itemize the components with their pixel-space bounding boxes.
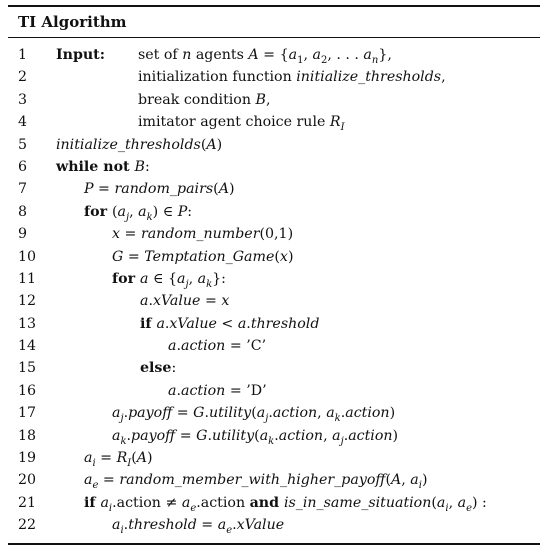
code-token: a	[156, 315, 165, 332]
algorithm-box	[8, 5, 540, 545]
code-token: )	[421, 472, 428, 489]
algorithm-line	[8, 514, 540, 536]
code-token: a	[410, 472, 419, 489]
subscript: e	[190, 502, 197, 514]
code-token: random_member_with_higher_payoff	[119, 472, 386, 489]
subscript: I	[340, 122, 345, 133]
code-token: .	[123, 517, 129, 534]
algorithm-line	[8, 156, 540, 178]
line-content	[140, 357, 176, 379]
code-token: a	[326, 405, 335, 422]
code-token: .	[126, 427, 132, 444]
algorithm-line	[8, 268, 540, 290]
code-token: .	[164, 315, 170, 332]
line-content	[140, 290, 229, 312]
algorithm-line	[8, 447, 540, 469]
code-token: set of	[138, 47, 183, 63]
code-token: ,	[448, 494, 458, 511]
code-token: .	[268, 405, 273, 422]
code-token: random_number	[140, 226, 260, 243]
code-token: ,	[323, 427, 333, 444]
code-token: (	[111, 203, 118, 220]
subscript: 1	[297, 54, 304, 66]
code-token: ,	[317, 405, 327, 422]
code-token: a	[312, 47, 321, 63]
algorithm-line	[8, 357, 540, 379]
code-token: B	[255, 91, 266, 108]
code-token: (	[431, 494, 437, 511]
code-token: a	[256, 405, 266, 422]
line-number: 10	[18, 248, 37, 265]
line-number: 15	[18, 360, 37, 377]
line-content	[84, 201, 192, 223]
code-token: =	[95, 450, 117, 467]
code-token: a	[197, 270, 207, 287]
algorithm-line	[8, 335, 540, 357]
subscript: j	[120, 413, 124, 425]
subscript: j	[126, 211, 130, 223]
code-token: .	[176, 382, 181, 399]
code-token: P	[84, 181, 94, 198]
line-content	[138, 89, 270, 111]
algorithm-line	[8, 66, 540, 88]
input-label: Input:	[56, 47, 105, 63]
line-number: 8	[18, 203, 28, 220]
bottom-rule	[8, 543, 540, 545]
code-token: .	[204, 405, 210, 422]
code-token: x	[112, 226, 121, 243]
code-token: = ’C’	[225, 338, 267, 355]
line-content	[56, 156, 150, 178]
code-token: a	[332, 427, 341, 444]
subscript: I	[127, 457, 132, 469]
code-token: x	[221, 293, 230, 310]
algorithm-line	[8, 425, 540, 447]
code-token: =	[175, 427, 197, 444]
code-token: ,	[265, 91, 271, 108]
code-token: (	[254, 427, 260, 444]
code-token: (	[131, 450, 137, 467]
code-token: a	[84, 450, 93, 467]
line-number: 20	[18, 472, 37, 489]
algorithm-line	[8, 290, 540, 312]
code-token: =	[120, 226, 141, 243]
code-token: R	[116, 450, 128, 467]
code-token: xValue	[236, 517, 285, 534]
subscript: i	[445, 502, 449, 514]
line-number: 11	[18, 270, 37, 287]
subscript: n	[371, 54, 379, 66]
code-token: .	[148, 293, 153, 310]
code-token: = {	[258, 47, 289, 63]
subscript: i	[418, 480, 422, 492]
line-content	[112, 425, 398, 447]
line-number: 16	[18, 382, 37, 399]
subscript: e	[466, 502, 473, 514]
code-token: G	[193, 405, 205, 422]
code-token: =	[123, 248, 145, 265]
subscript: j	[185, 278, 189, 290]
code-token: threshold	[128, 517, 197, 534]
line-content	[84, 447, 153, 469]
subscript: e	[226, 525, 233, 537]
keyword: while not	[56, 158, 135, 175]
line-number: 14	[18, 338, 37, 355]
code-token: a	[112, 405, 121, 422]
code-token: action	[180, 382, 226, 399]
code-token: =	[98, 472, 120, 489]
algorithm-line	[8, 246, 540, 268]
line-number: 7	[18, 181, 28, 198]
algorithm-line	[8, 178, 540, 200]
algorithm-line	[8, 492, 540, 514]
code-token: B	[134, 158, 145, 175]
line-number: 3	[18, 91, 28, 108]
line-content	[168, 335, 266, 357]
code-token: Temptation_Game	[144, 248, 275, 265]
line-number: 17	[18, 405, 37, 422]
code-token: , . . .	[327, 47, 364, 63]
line-content	[84, 178, 235, 200]
code-token: A	[218, 181, 229, 198]
algorithm-line	[8, 402, 540, 424]
code-token: x	[279, 248, 288, 265]
code-token: ∈ {	[148, 270, 178, 287]
code-token: xValue	[152, 293, 201, 310]
code-token: ,	[129, 203, 139, 220]
subscript: k	[206, 278, 213, 290]
subscript: k	[120, 435, 127, 447]
subscript: i	[120, 525, 124, 537]
code-token: is_in_same_situation	[283, 494, 432, 511]
code-token: a	[140, 293, 149, 310]
subscript: j	[340, 435, 344, 447]
code-token: .	[274, 427, 279, 444]
code-token: (	[213, 181, 219, 198]
subscript: 2	[320, 54, 328, 66]
code-token: a	[138, 203, 147, 220]
code-token: a	[259, 427, 269, 444]
code-token: initialize_thresholds	[296, 69, 442, 86]
keyword: and	[249, 494, 284, 511]
line-number: 19	[18, 450, 37, 467]
line-content	[138, 111, 345, 133]
code-token: xValue	[169, 315, 217, 332]
code-token: =	[93, 181, 115, 198]
code-token: a	[100, 494, 109, 511]
code-token: ) :	[472, 494, 487, 511]
code-token: break condition	[138, 91, 256, 108]
code-token: =	[196, 517, 218, 534]
code-token: initialize_thresholds	[56, 136, 201, 153]
line-number: 5	[18, 136, 28, 153]
code-token: a	[217, 517, 227, 534]
line-content	[112, 223, 293, 245]
algorithm-title: TI Algorithm	[18, 13, 127, 31]
code-token: threshold	[250, 315, 320, 332]
keyword: else	[140, 360, 172, 377]
code-token: action	[278, 427, 324, 444]
code-token: a	[436, 494, 446, 511]
code-token: .	[232, 517, 237, 534]
line-content	[112, 402, 395, 424]
algorithm-line	[8, 134, 540, 156]
code-token: =	[172, 405, 194, 422]
line-content	[168, 380, 267, 402]
subscript: k	[146, 211, 153, 223]
code-token: )	[147, 450, 153, 467]
code-token: a	[457, 494, 467, 511]
code-token: R	[329, 114, 341, 131]
code-token: a	[112, 517, 121, 534]
code-token: .	[123, 405, 129, 422]
code-token: payoff	[131, 427, 176, 444]
code-token: a	[139, 270, 149, 287]
code-token: )	[392, 427, 399, 444]
code-token: agents	[191, 47, 249, 63]
code-token: .	[207, 427, 212, 444]
code-token: :	[187, 203, 193, 220]
keyword: for	[84, 203, 112, 220]
line-content	[112, 246, 293, 268]
line-number: 6	[18, 158, 28, 175]
algorithm-line	[8, 89, 540, 111]
code-token: <	[216, 315, 238, 332]
code-token: utility	[209, 405, 252, 422]
line-number: 12	[18, 293, 37, 310]
code-token: .	[176, 338, 181, 355]
code-token: )	[228, 181, 235, 198]
code-token: A	[136, 450, 148, 467]
algorithm-line	[8, 223, 540, 245]
code-token: .	[246, 315, 251, 332]
line-number: 18	[18, 427, 37, 444]
subscript: k	[334, 413, 341, 425]
subscript: e	[92, 480, 99, 492]
code-token: a	[168, 382, 177, 399]
code-token: (	[274, 248, 280, 265]
code-token: ,	[401, 472, 411, 489]
line-content	[112, 514, 284, 536]
code-token: n	[182, 47, 192, 63]
code-token: a	[181, 494, 191, 511]
code-token: .action	[196, 494, 250, 511]
code-token: :	[171, 360, 177, 377]
code-token: initialization function	[138, 69, 297, 86]
code-token: a	[84, 472, 93, 489]
code-token: a	[112, 427, 121, 444]
code-token: utility	[211, 427, 255, 444]
code-token: A	[391, 472, 402, 489]
code-token: a	[288, 47, 298, 63]
code-token: .	[340, 405, 346, 422]
keyword: for	[112, 270, 140, 287]
algorithm-line	[8, 380, 540, 402]
line-content	[112, 268, 226, 290]
code-token: action	[345, 405, 390, 422]
line-content	[138, 44, 392, 66]
code-token: = ’D’	[225, 382, 267, 399]
code-token: ,	[441, 69, 446, 86]
code-token: )	[287, 248, 294, 265]
code-token: )	[389, 405, 396, 422]
subscript: k	[268, 435, 275, 447]
code-token: G	[112, 248, 124, 265]
code-token: a	[177, 270, 186, 287]
code-token: ,	[188, 270, 198, 287]
subscript: i	[92, 457, 96, 469]
code-token: A	[248, 47, 259, 63]
code-token: a	[237, 315, 247, 332]
code-token: action	[272, 405, 318, 422]
line-content	[56, 134, 222, 156]
code-token: (0,1)	[259, 226, 294, 243]
algorithm-line	[8, 201, 540, 223]
code-token: }:	[212, 270, 226, 287]
line-number: 4	[18, 114, 28, 131]
line-number: 13	[18, 315, 37, 332]
algorithm-lines	[8, 38, 540, 543]
code-token: A	[206, 136, 217, 153]
line-content	[84, 492, 487, 514]
code-token: a	[117, 203, 126, 220]
code-token: =	[200, 293, 222, 310]
code-token: a	[363, 47, 372, 63]
code-token: .	[343, 427, 349, 444]
code-token: ,	[303, 47, 313, 63]
code-token: imitator agent choice rule	[138, 114, 330, 131]
code-token: a	[168, 338, 177, 355]
code-token: action	[180, 338, 226, 355]
code-token: P	[177, 203, 188, 220]
code-token: payoff	[128, 405, 173, 422]
line-content	[84, 469, 428, 491]
algorithm-line	[8, 313, 540, 335]
code-token: )	[216, 136, 223, 153]
algorithm-line	[8, 469, 540, 491]
algorithm-line	[8, 111, 540, 133]
subscript: j	[265, 413, 269, 425]
code-token: },	[378, 47, 392, 63]
code-token: ) ∈	[152, 203, 178, 220]
line-number: 21	[18, 494, 37, 511]
code-token: (	[385, 472, 391, 489]
line-content	[138, 66, 446, 88]
subscript: i	[108, 502, 113, 514]
keyword: if	[84, 494, 101, 511]
line-number: 2	[18, 69, 28, 86]
line-number: 22	[18, 517, 37, 534]
code-token: action	[348, 427, 393, 444]
code-token: (	[200, 136, 207, 153]
code-token: G	[196, 427, 208, 444]
algorithm-line	[8, 44, 540, 66]
line-number: 1	[18, 47, 28, 63]
keyword: if	[140, 315, 157, 332]
line-content	[140, 313, 319, 335]
code-token: :	[144, 158, 150, 175]
code-token: random_pairs	[114, 181, 214, 198]
code-token: .action ≠	[112, 494, 182, 511]
line-number: 9	[18, 226, 28, 243]
code-token: (	[251, 405, 257, 422]
